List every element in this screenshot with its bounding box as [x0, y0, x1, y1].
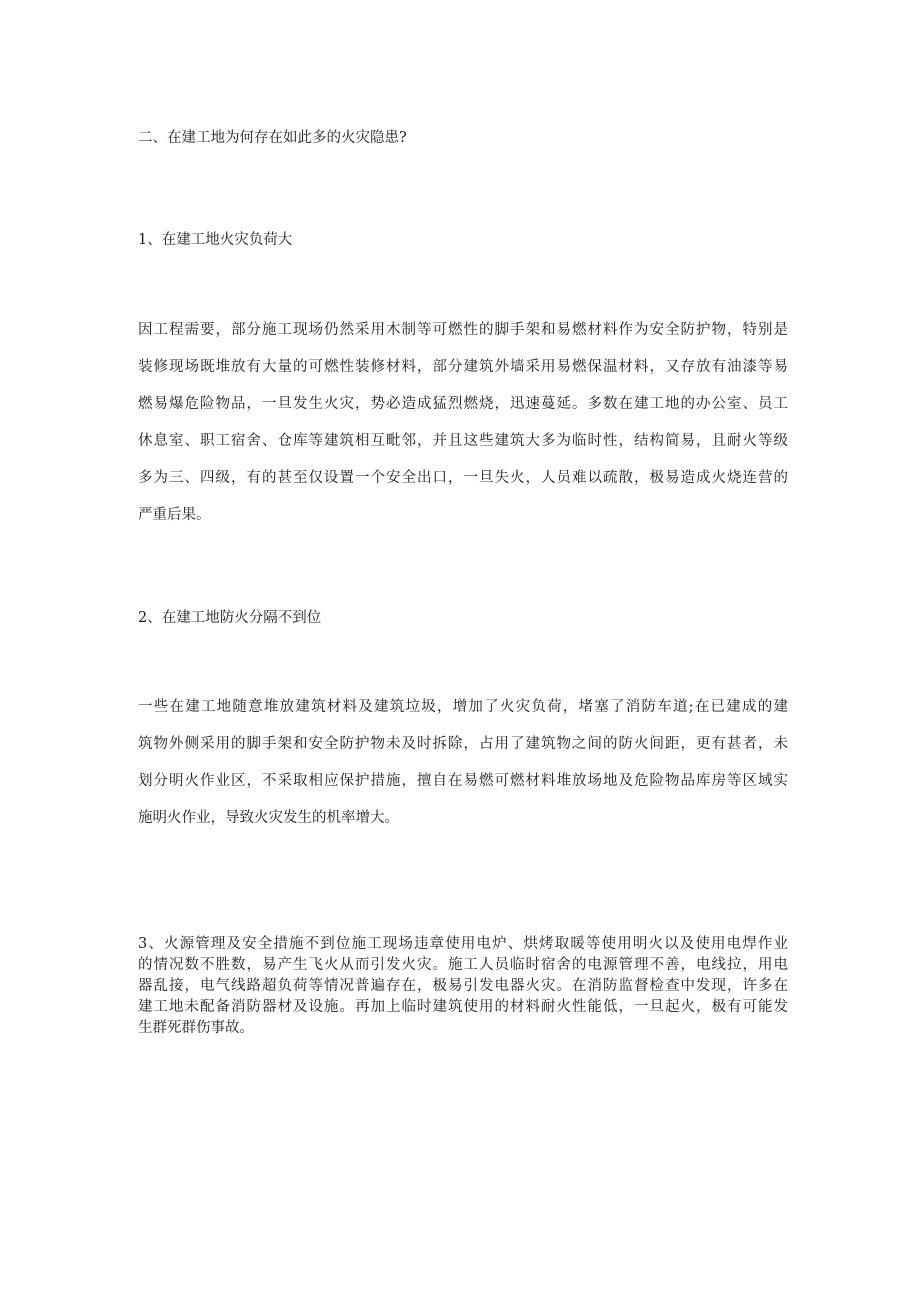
item2-paragraph-line: 施明火作业，导致火灾发生的机率增大。	[138, 810, 399, 826]
item1-paragraph-line: 休息室、职工宿舍、仓库等建筑相互毗邻，并且这些建筑大多为临时性，结构简易，且耐火等级	[138, 433, 788, 449]
item1-heading: 1、在建工地火灾负荷大	[138, 232, 293, 248]
item2-paragraph-line: 筑物外侧采用的脚手架和安全防护物未及时拆除，占用了建筑物之间的防火间距，更有甚者，未	[138, 736, 788, 752]
item3-paragraph-line: 3、火源管理及安全措施不到位施工现场违章使用电炉、烘烤取暖等使用明火以及使用电焊作业	[138, 936, 788, 952]
item3-paragraph-line: 建工地未配备消防器材及设施。再加上临时建筑使用的材料耐火性能低，一旦起火，极有可能发	[138, 999, 788, 1015]
item2-paragraph-line: 一些在建工地随意堆放建筑材料及建筑垃圾，增加了火灾负荷，堵塞了消防车道;在已建成的建	[138, 699, 788, 715]
item3-paragraph-line: 的情况数不胜数，易产生飞火从而引发火灾。施工人员临时宿舍的电源管理不善，电线拉，用电	[138, 957, 788, 973]
item1-paragraph-line: 燃易爆危险物品，一旦发生火灾，势必造成猛烈燃烧，迅速蔓延。多数在建工地的办公室、员工	[138, 396, 788, 412]
item1-paragraph-line: 严重后果。	[138, 507, 211, 523]
item1-paragraph-line: 多为三、四级，有的甚至仅设置一个安全出口，一旦失火，人员难以疏散，极易造成火烧连营的	[138, 470, 788, 486]
item3-paragraph-line: 器乱接，电气线路超负荷等情况普遍存在，极易引发电器火灾。在消防监督检查中发现，许多在	[138, 978, 788, 994]
item2-paragraph-line: 划分明火作业区，不采取相应保护措施，擅自在易燃可燃材料堆放场地及危险物品库房等区域实	[138, 773, 788, 789]
section-title: 二、在建工地为何存在如此多的火灾隐患?	[138, 130, 407, 146]
item1-paragraph-line: 因工程需要，部分施工现场仍然采用木制等可燃性的脚手架和易燃材料作为安全防护物，特别是	[138, 322, 788, 338]
item2-heading: 2、在建工地防火分隔不到位	[138, 610, 322, 626]
item1-paragraph-line: 装修现场既堆放有大量的可燃性装修材料，部分建筑外墙采用易燃保温材料，又存放有油漆等易	[138, 359, 788, 375]
item3-paragraph-line: 生群死群伤事故。	[138, 1020, 254, 1036]
